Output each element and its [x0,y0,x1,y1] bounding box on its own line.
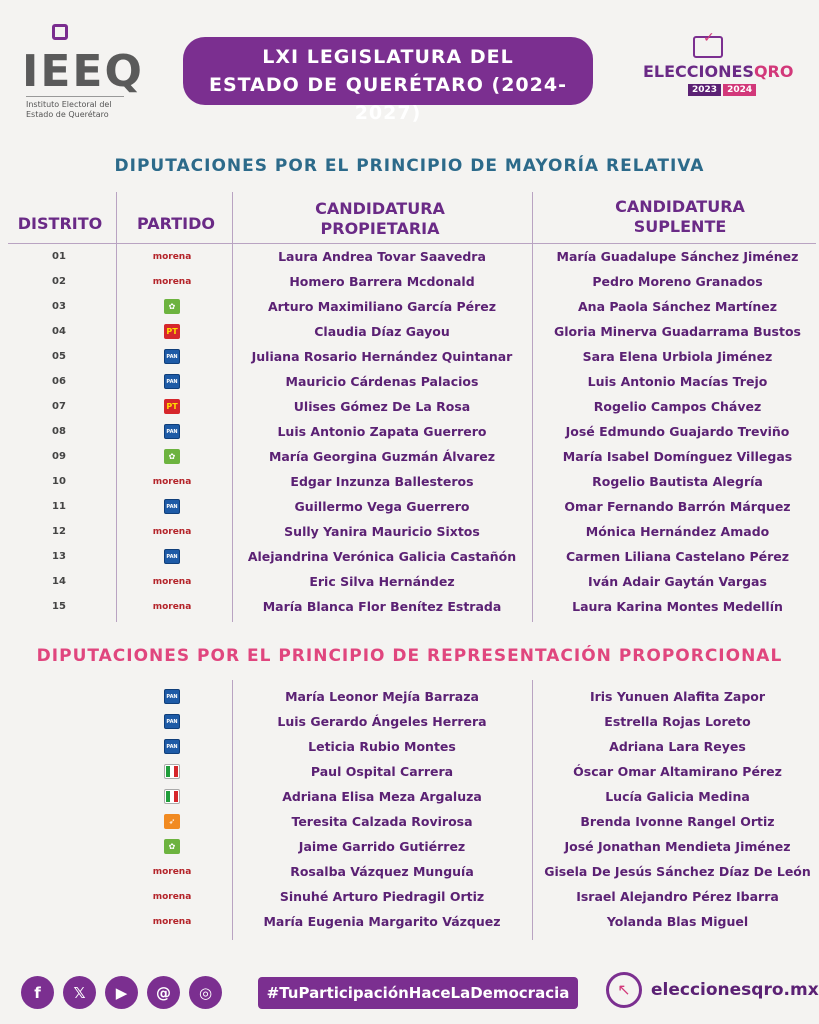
morena-logo-icon: morena [152,526,192,537]
distrito-number: 02 [52,276,66,287]
candidatura-suplente: Adriana Lara Reyes [609,739,746,754]
candidatura-propietaria: Luis Gerardo Ángeles Herrera [277,714,487,729]
morena-logo-icon: morena [152,916,192,927]
candidatura-propietaria: Teresita Calzada Rovirosa [291,814,473,829]
partido-cell [140,469,204,494]
partido-cell [140,734,204,759]
column-header-propietaria: CANDIDATURA PROPIETARIA [315,199,445,238]
table-row [0,419,819,444]
candidatura-propietaria: Mauricio Cárdenas Palacios [285,374,479,389]
candidatura-propietaria: Alejandrina Verónica Galicia Castañón [247,549,517,564]
pri-logo-icon [164,789,180,804]
column-header-partido: PARTIDO [137,214,215,233]
candidatura-suplente: Lucía Galicia Medina [605,789,750,804]
partido-cell [140,444,204,469]
candidatura-suplente: Laura Karina Montes Medellín [572,599,783,614]
candidatura-propietaria: Claudia Díaz Gayou [314,324,450,339]
elecciones-logo-word: ELECCIONES [643,62,754,81]
pan-logo-icon: PAN [164,689,180,704]
candidatura-propietaria: Juliana Rosario Hernández Quintanar [251,349,513,364]
table-row [0,269,819,294]
ieeq-spiral-icon [52,24,68,40]
table-row [0,544,819,569]
candidatura-suplente: Estrella Rojas Loreto [604,714,751,729]
candidatura-propietaria: Jaime Garrido Gutiérrez [298,839,466,854]
morena-logo-icon: morena [152,576,192,587]
table-row [0,319,819,344]
partido-cell [140,544,204,569]
table-row [0,684,819,709]
candidatura-propietaria: Sinuhé Arturo Piedragil Ortiz [279,889,485,904]
partido-cell [140,684,204,709]
candidatura-suplente: Iván Adair Gaytán Vargas [588,574,767,589]
candidatura-suplente: María Guadalupe Sánchez Jiménez [556,249,799,264]
candidatura-suplente: Rogelio Bautista Alegría [592,474,763,489]
distrito-number: 03 [52,301,66,312]
table-row [0,709,819,734]
candidatura-propietaria: María Blanca Flor Benítez Estrada [262,599,502,614]
candidatura-suplente: Israel Alejandro Pérez Ibarra [576,889,779,904]
distrito-number: 08 [52,426,66,437]
section-title-mayoria-relativa: DIPUTACIONES POR EL PRINCIPIO DE MAYORÍA RELATIVA [114,156,705,176]
distrito-number: 06 [52,376,66,387]
candidatura-propietaria: Homero Barrera Mcdonald [289,274,475,289]
candidatura-suplente: Pedro Moreno Granados [592,274,763,289]
morena-logo-icon: morena [152,601,192,612]
header [0,0,819,140]
partido-cell [140,344,204,369]
table-row [0,469,819,494]
youtube-icon[interactable]: ▶ [105,976,138,1009]
title-line-2: ESTADO DE QUERÉTARO (2024-2027) [209,74,567,124]
distrito-number: 12 [52,526,66,537]
candidatura-suplente: Iris Yunuen Alafita Zapor [589,689,766,704]
candidatura-propietaria: Paul Ospital Carrera [310,764,454,779]
distrito-number: 01 [52,251,66,262]
candidatura-suplente: Rogelio Campos Chávez [593,399,762,414]
pan-logo-icon: PAN [164,349,180,364]
partido-cell [140,784,204,809]
table-row [0,809,819,834]
distrito-number: 15 [52,601,66,612]
partido-cell [140,884,204,909]
candidatura-suplente: Luis Antonio Macías Trejo [587,374,768,389]
partido-cell [140,594,204,619]
candidatura-suplente: Gisela De Jesús Sánchez Díaz De León [544,864,811,879]
title-line-1: LXI LEGISLATURA DEL [262,46,514,68]
candidatura-propietaria: Laura Andrea Tovar Saavedra [278,249,486,264]
pan-logo-icon: PAN [164,499,180,514]
pan-logo-icon: PAN [164,739,180,754]
partido-cell [140,394,204,419]
pvem-logo-icon: ✿ [164,839,180,854]
pt-logo-icon: PT [164,324,180,339]
section-title-representacion-proporcional: DIPUTACIONES POR EL PRINCIPIO DE REPRESENTACIÓN PROPORCIONAL [36,646,783,666]
candidatura-propietaria: María Leonor Mejía Barraza [285,689,479,704]
elecciones-logo-text [643,62,793,81]
pan-logo-icon: PAN [164,714,180,729]
ieeq-caption: Instituto Electoral del Estado de Querétaro [26,96,124,120]
table-row [0,444,819,469]
table-row [0,294,819,319]
distrito-number: 13 [52,551,66,562]
partido-cell [140,709,204,734]
pan-logo-icon: PAN [164,374,180,389]
candidatura-propietaria: María Eugenia Margarito Vázquez [263,914,501,929]
table-row [0,494,819,519]
distrito-number: 04 [52,326,66,337]
facebook-icon[interactable]: f [21,976,54,1009]
candidatura-propietaria: Sully Yanira Mauricio Sixtos [284,524,480,539]
partido-cell [140,809,204,834]
ieeq-logo-mark: IEEQ [22,46,144,97]
partido-cell [140,859,204,884]
candidatura-suplente: Mónica Hernández Amado [585,524,770,539]
morena-logo-icon: morena [152,476,192,487]
candidatura-propietaria: Eric Silva Hernández [309,574,455,589]
column-header-suplente: CANDIDATURA SUPLENTE [615,197,745,236]
candidatura-propietaria: Edgar Inzunza Ballesteros [290,474,474,489]
pri-logo-icon [164,764,180,779]
table-row [0,369,819,394]
candidatura-propietaria: Adriana Elisa Meza Argaluza [282,789,482,804]
table-row [0,734,819,759]
candidatura-propietaria: Rosalba Vázquez Munguía [290,864,474,879]
partido-cell [140,319,204,344]
partido-cell [140,269,204,294]
instagram-icon[interactable]: ◎ [189,976,222,1009]
table-row [0,909,819,934]
candidatura-suplente: Óscar Omar Altamirano Pérez [573,764,782,779]
candidatura-suplente: Gloria Minerva Guadarrama Bustos [554,324,801,339]
ballot-box-icon: ✓ [693,36,723,58]
pvem-logo-icon: ✿ [164,299,180,314]
column-header-distrito: DISTRITO [17,214,103,233]
distrito-number: 14 [52,576,66,587]
candidatura-propietaria: María Georgina Guzmán Álvarez [268,449,496,464]
candidatura-propietaria: Ulises Gómez De La Rosa [293,399,471,414]
candidatura-suplente: José Jonathan Mendieta Jiménez [564,839,791,854]
table-row [0,784,819,809]
distrito-number: 05 [52,351,66,362]
elecciones-qro-logo [643,30,794,102]
partido-cell [140,519,204,544]
distrito-number: 09 [52,451,66,462]
partido-cell [140,909,204,934]
table-row [0,759,819,784]
partido-cell [140,834,204,859]
candidatura-suplente: Ana Paola Sánchez Martínez [578,299,777,314]
candidatura-suplente: Omar Fernando Barrón Márquez [564,499,791,514]
x-icon[interactable]: 𝕏 [63,976,96,1009]
candidatura-suplente: José Edmundo Guajardo Treviño [565,424,790,439]
hashtag-banner: #TuParticipaciónHaceLaDemocracia [258,977,578,1009]
pvem-logo-icon: ✿ [164,449,180,464]
table-row [0,594,819,619]
footer [0,966,819,1018]
candidatura-suplente: Yolanda Blas Miguel [606,914,749,929]
year-2023: 2023 [688,84,721,96]
candidatura-suplente: Brenda Ivonne Rangel Ortiz [580,814,775,829]
table-row [0,834,819,859]
partido-cell [140,759,204,784]
ieeq-logo [22,22,144,122]
candidatura-suplente: Carmen Liliana Castelano Pérez [565,549,790,564]
web-globe-icon: ↖ [606,972,642,1008]
table-row [0,884,819,909]
candidatura-propietaria: Arturo Maximiliano García Pérez [267,299,497,314]
partido-cell [140,569,204,594]
pt-logo-icon: PT [164,399,180,414]
candidatura-propietaria: Guillermo Vega Guerrero [294,499,470,514]
pan-logo-icon: PAN [164,424,180,439]
mc-logo-icon: ➶ [164,814,180,829]
partido-cell [140,494,204,519]
table-row [0,344,819,369]
elecciones-years [688,84,756,96]
distrito-number: 10 [52,476,66,487]
table-row [0,244,819,269]
distrito-number: 07 [52,401,66,412]
website-link[interactable]: eleccionesqro.mx [651,980,819,1000]
partido-cell [140,294,204,319]
morena-logo-icon: morena [152,866,192,877]
partido-cell [140,369,204,394]
threads-icon[interactable]: @ [147,976,180,1009]
morena-logo-icon: morena [152,891,192,902]
candidatura-propietaria: Luis Antonio Zapata Guerrero [277,424,487,439]
table-row [0,859,819,884]
candidatura-suplente: María Isabel Domínguez Villegas [562,449,793,464]
candidatura-suplente: Sara Elena Urbiola Jiménez [582,349,773,364]
table-row [0,519,819,544]
candidatura-propietaria: Leticia Rubio Montes [308,739,456,754]
table-row [0,569,819,594]
partido-cell [140,419,204,444]
year-2024: 2024 [723,84,756,96]
table-row [0,394,819,419]
morena-logo-icon: morena [152,276,192,287]
distrito-number: 11 [52,501,66,512]
page-title [183,37,593,124]
morena-logo-icon: morena [152,251,192,262]
pan-logo-icon: PAN [164,549,180,564]
elecciones-logo-qro: QRO [753,62,794,81]
partido-cell [140,244,204,269]
